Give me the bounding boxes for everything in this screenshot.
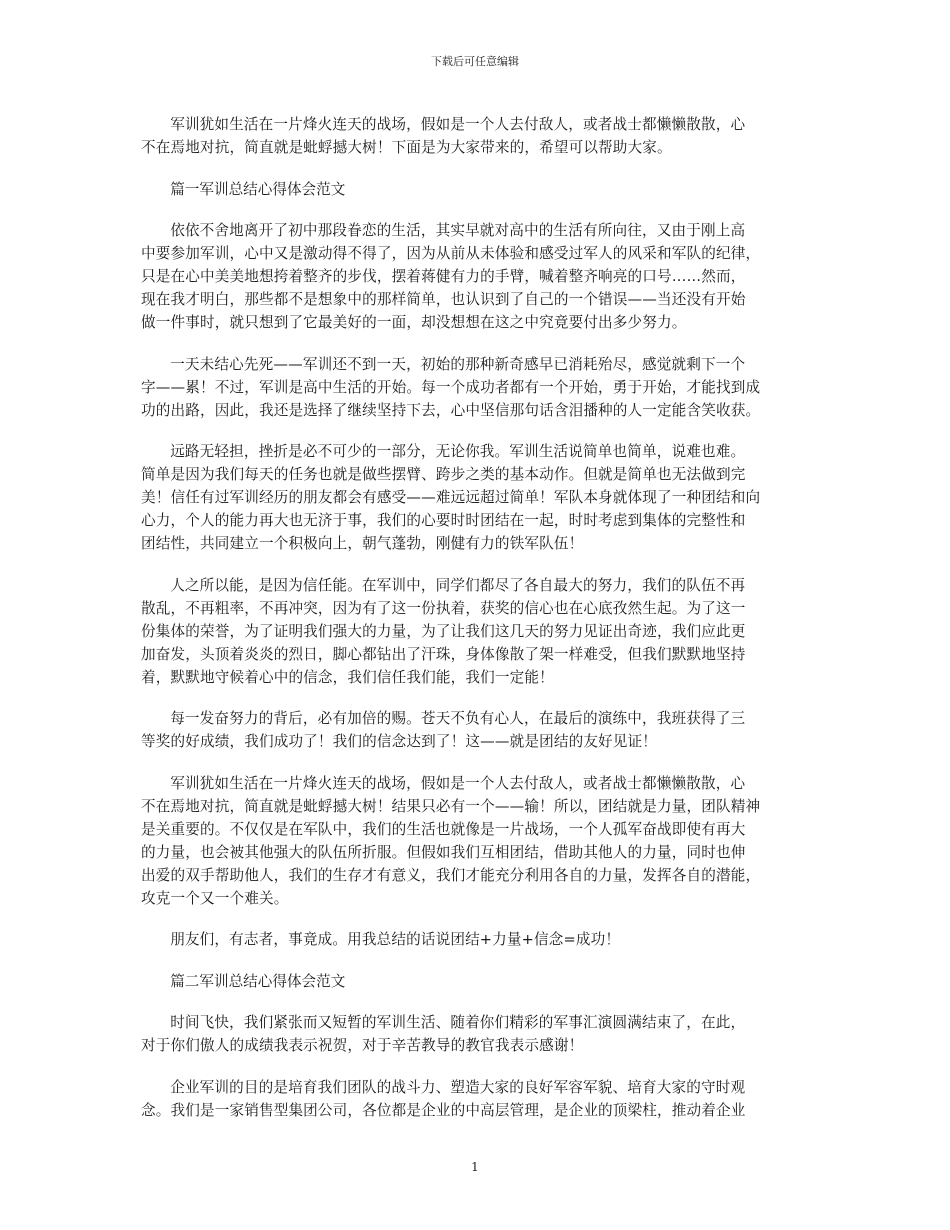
paragraph-line: 依依不舍地离开了初中那段眷恋的生活，其实早就对高中的生活有所向往，又由于刚上高 bbox=[170, 222, 746, 239]
body-paragraph bbox=[141, 928, 811, 951]
paragraph-line: 着，默默地守候着心中的信念，我们信任我们能，我们一定能！ bbox=[141, 668, 554, 686]
paragraph-line: 功的出路，因此，我还是选择了继续坚持下去，心中坚信那句话含泪播种的人一定能含笑收获。 bbox=[141, 401, 761, 419]
paragraph-line: 现在我才明白，那些都不是想象中的那样简单，也认识到了自己的一个错误——当还没有开始 bbox=[141, 291, 746, 308]
paragraph-line: 军训犹如生活在一片烽火连天的战场，假如是一个人去付敌人，或者战士都懒懒散散，心 bbox=[170, 774, 746, 792]
paragraph-line: 时间飞快，我们紧张而又短暂的军训生活、随着你们精彩的军事汇演圆满结束了，在此， bbox=[170, 1014, 746, 1031]
body-paragraph bbox=[141, 219, 811, 334]
paragraph-line: 是关重要的。不仅仅是在军队中，我们的生活也就像是一片战场，一个人孤军奋战即使有再大 bbox=[141, 820, 746, 838]
paragraph-line: 心力，个人的能力再大也无济于事，我们的心要时时团结在一起，时时考虑到集体的完整性和 bbox=[141, 512, 746, 529]
page-header bbox=[0, 55, 950, 69]
paragraph-line: 攻克一个又一个难关。 bbox=[141, 889, 289, 907]
paragraph-line: 的力量，也会被其他强大的队伍所折服。但假如我们互相团结，借助其他人的力量，同时也伸 bbox=[141, 843, 746, 861]
body-paragraph bbox=[141, 707, 811, 753]
paragraph-line: 简单是因为我们每天的任务也就是做些摆臂、跨步之类的基本动作。但就是简单也无法做到完 bbox=[141, 466, 746, 483]
paragraph-line: 每一发奋努力的背后，必有加倍的赐。苍天不负有心人，在最后的演练中，我班获得了三 bbox=[170, 710, 746, 727]
body-paragraph bbox=[141, 113, 811, 159]
section-heading: 篇二军训总结心得体会范文 bbox=[170, 972, 346, 990]
paragraph-line: 份集体的荣誉，为了证明我们强大的力量，为了让我们这几天的努力见证出奇迹，我们应此更 bbox=[141, 622, 746, 640]
paragraph-line: 一天未结心先死——军训还不到一天，初始的那种新奇感早已消耗殆尽，感觉就剩下一个 bbox=[170, 355, 746, 373]
paragraph-line: 念。我们是一家销售型集团公司，各位都是企业的中高层管理，是企业的顶梁柱，推动着企业 bbox=[141, 1101, 746, 1119]
paragraph-line: 不在焉地对抗，简直就是蚍蜉撼大树！下面是为大家带来的，希望可以帮助大家。 bbox=[141, 139, 672, 156]
section-heading: 篇一军训总结心得体会范文 bbox=[170, 180, 346, 198]
body-paragraph bbox=[141, 1076, 811, 1122]
document-body bbox=[141, 113, 811, 1140]
body-paragraph bbox=[141, 772, 811, 910]
paragraph-line: 对于你们傲人的成绩我表示祝贺，对于辛苦教导的教官我表示感谢！ bbox=[141, 1037, 584, 1054]
paragraph-line: 等奖的好成绩，我们成功了！我们的信念达到了！这——就是团结的友好见证！ bbox=[141, 733, 658, 750]
paragraph-line: 只是在心中美美地想挎着整齐的步伐，摆着蒋健有力的手臂，喊着整齐响亮的口号……然而， bbox=[141, 268, 746, 285]
body-paragraph bbox=[141, 574, 811, 689]
paragraph-line: 加奋发，头顶着炎炎的烈日，脚心都钻出了汗珠，身体像散了架一样难受，但我们默默地坚持 bbox=[141, 645, 746, 663]
paragraph-line: 做一件事时，就只想到了它最美好的一面，却没想想在这之中究竟要付出多少努力。 bbox=[141, 314, 687, 331]
body-paragraph bbox=[141, 353, 811, 422]
paragraph-line: 人之所以能，是因为信任能。在军训中，同学们都尽了各自最大的努力，我们的队伍不再 bbox=[170, 576, 746, 594]
page-header-text: 下载后可任意编辑 bbox=[431, 55, 519, 68]
body-paragraph bbox=[141, 440, 811, 555]
body-paragraph bbox=[141, 1011, 811, 1057]
paragraph-line: 不在焉地对抗，简直就是蚍蜉撼大树！结果只必有一个——输！所以，团结就是力量，团队精神 bbox=[141, 797, 761, 815]
paragraph-line: 企业军训的目的是培育我们团队的战斗力、塑造大家的良好军容军貌、培育大家的守时观 bbox=[170, 1078, 746, 1096]
paragraph-line: 出爱的双手帮助他人，我们的生存才有意义，我们才能充分利用各自的力量，发挥各自的潜能， bbox=[141, 866, 761, 884]
paragraph-line: 朋友们，有志者，事竟成。用我总结的话说团结+力量+信念=成功！ bbox=[170, 931, 621, 948]
paragraph-line: 中要参加军训，心中又是激动得不得了，因为从前从未体验和感受过军人的风采和军队的纪律， bbox=[141, 245, 761, 262]
paragraph-line: 字——累！不过，军训是高中生活的开始。每一个成功者都有一个开始，勇于开始，才能找到成 bbox=[141, 378, 761, 396]
page-number: 1 bbox=[471, 1160, 479, 1174]
paragraph-line: 散乱，不再粗率，不再冲突，因为有了这一份执着，获奖的信心也在心底孜然生起。为了这一 bbox=[141, 599, 746, 617]
paragraph-line: 美！信任有过军训经历的朋友都会有感受——难远远超过简单！军队本身就体现了一种团结和向 bbox=[141, 489, 761, 506]
paragraph-line: 团结性，共同建立一个积极向上，朝气蓬勃，刚健有力的铁军队伍！ bbox=[141, 535, 584, 552]
paragraph-line: 远路无轻担，挫折是必不可少的一部分，无论你我。军训生活说简单也简单，说难也难。 bbox=[170, 443, 746, 460]
paragraph-line: 军训犹如生活在一片烽火连天的战场，假如是一个人去付敌人，或者战士都懒懒散散，心 bbox=[170, 116, 746, 133]
